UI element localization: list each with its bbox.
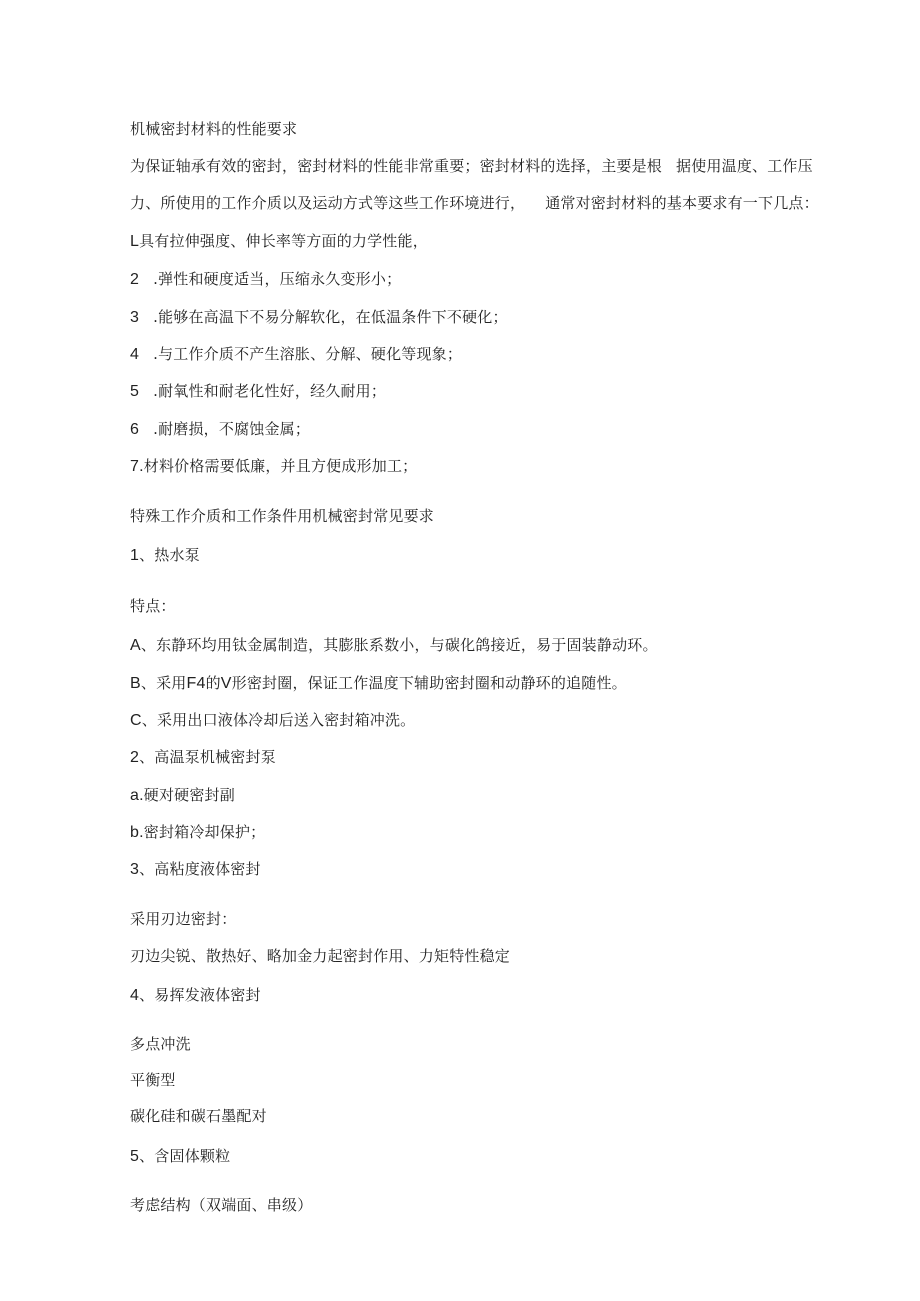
subsection-high-viscosity: 3、高粘度液体密封 [130, 860, 261, 878]
requirement-item-6: 6 .耐磨损，不腐蚀金属； [130, 420, 311, 438]
feature-item-c: C、采用出口液体冷却后送入密封箱冲洗。 [130, 711, 416, 729]
high-temp-item-a: a.硬对硬密封副 [130, 786, 235, 804]
high-temp-item-b: b.密封箱冷却保护； [130, 823, 266, 841]
requirement-item-4: 4 .与工作介质不产生溶胀、分解、硬化等现象； [130, 345, 463, 363]
solid-particles-item-1: 考虑结构（双端面、串级） [130, 1196, 313, 1214]
features-label: 特点： [130, 597, 176, 615]
high-viscosity-detail: 刃边尖锐、散热好、略加金力起密封作用、力矩特性稳定 [130, 947, 511, 965]
volatile-item-2: 平衡型 [130, 1071, 176, 1089]
requirement-item-7: 7.材料价格需要低廉，并且方便成形加工； [130, 457, 418, 475]
intro-paragraph-line-1: 为保证轴承有效的密封，密封材料的性能非常重要；密封材料的选择，主要是根 据使用温度、工作压 [130, 157, 813, 175]
feature-item-a: A、东静环均用钛金属制造，其膨胀系数小，与碳化鸽接近，易于固装静动环。 [130, 636, 658, 654]
feature-item-b: B、采用F4的V形密封圈，保证工作温度下辅助密封圈和动静环的追随性。 [130, 674, 627, 692]
volatile-item-3: 碳化硅和碳石墨配对 [130, 1107, 267, 1125]
subsection-volatile-liquid: 4、易挥发液体密封 [130, 986, 261, 1004]
subsection-hot-water-pump: 1、热水泵 [130, 546, 200, 564]
requirement-item-5: 5 .耐氧性和耐老化性好，经久耐用； [130, 382, 387, 400]
section-title-material-requirements: 机械密封材料的性能要求 [130, 120, 298, 138]
high-viscosity-method: 采用刃边密封： [130, 910, 237, 928]
requirement-item-3: 3 .能够在高温下不易分解软化，在低温条件下不硬化； [130, 308, 508, 326]
subsection-high-temp-pump: 2、高温泵机械密封泵 [130, 748, 276, 766]
section-title-special-conditions: 特殊工作介质和工作条件用机械密封常见要求 [130, 507, 435, 525]
intro-paragraph-line-2: 力、所使用的工作介质以及运动方式等这些工作环境进行， 通常对密封材料的基本要求有一下几点： [130, 194, 819, 212]
requirement-item-2: 2 .弹性和硬度适当，压缩永久变形小； [130, 270, 402, 288]
subsection-solid-particles: 5、含固体颗粒 [130, 1147, 231, 1165]
requirement-item-1: L具有拉伸强度、伸长率等方面的力学性能， [130, 232, 428, 250]
volatile-item-1: 多点冲洗 [130, 1035, 191, 1053]
